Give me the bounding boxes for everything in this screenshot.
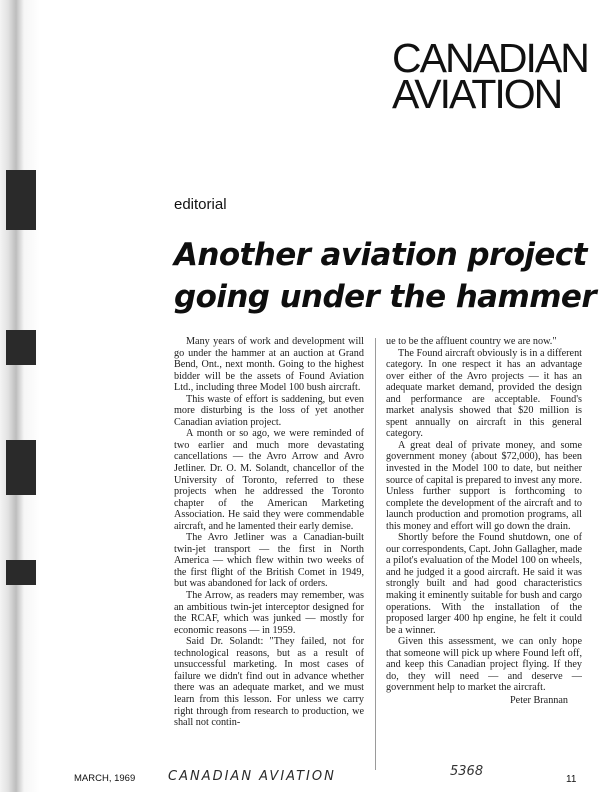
handwritten-number: 5368 <box>450 764 484 779</box>
masthead-line2: AVIATION <box>392 71 562 117</box>
binding-shadow <box>6 170 36 230</box>
article-headline <box>174 234 597 318</box>
article-column-right <box>386 336 582 707</box>
paragraph: The Arrow, as readers may remember, was an ambitious twin-jet interceptor designed for the RCAF, which was junked — mostly for economic reasons — in 1959. <box>174 590 364 636</box>
binding-shadow <box>6 440 36 495</box>
paragraph-continuation: ue to be the affluent country we are now." <box>386 336 557 347</box>
scanned-page-binding-edge <box>0 0 40 792</box>
paragraph: A great deal of private money, and some government money (about $72,000), has been invested in the Model 100 to date, but neither source of capital is prepared to invest any more. Unless further support is forthcoming to complete the development of the aircraft and to launch production and promotion programs, all this money and effort will go down the drain. <box>386 439 582 532</box>
masthead-line1: CANADIAN <box>392 35 588 81</box>
paragraph: The Found aircraft obviously is in a different category. In one respect it has an advantage over either of the Avro projects — it has an adequate market demand, provided the design and performance are acceptable. Found's market analysis showed that $20 million is spent annually on aircraft in this general category. <box>386 347 582 440</box>
paragraph: Said Dr. Solandt: "They failed, not for technological reasons, but as a result of unsuccessful marketing. In most cases of failure we didn't find out in advance whether there was an adequate market, and we must learn from this lesson. For unless we carry right through from research to production, we shall not contin- <box>174 636 364 729</box>
binding-shadow <box>6 560 36 585</box>
binding-shadow <box>6 330 36 365</box>
column-divider <box>375 338 376 770</box>
paragraph: Shortly before the Found shutdown, one of our correspondents, Capt. John Gallagher, made a pilot's evaluation of the Model 100 on wheels, and he judged it a good aircraft. He said it was strongly built and had good characteristics making it eminently suitable for bush and cargo operations. With the installation of the proposed larger 400 hp engine, he felt it could be a winner. <box>386 532 582 636</box>
article-column-left <box>174 336 364 729</box>
section-label: editorial <box>174 196 227 213</box>
issue-date: MARCH, 1969 <box>74 773 136 784</box>
handwritten-annotation: CANADIAN AVIATION <box>168 769 336 784</box>
paragraph: Many years of work and development will go under the hammer at an auction at Grand Bend, Ont., next month. Going to the highest bidder will be the assets of Found Aviation Ltd., including three Model 100 bush aircraft. <box>174 336 364 394</box>
paragraph: A month or so ago, we were reminded of two earlier and much more devastating cancellations — the Avro Arrow and Avro Jetliner. Dr. O. M. Solandt, chancellor of the University of Toronto, referred to these projects when he addressed the Toronto chapter of the American Marketing Association. He said they were commendable aircraft, and he lamented their early demise. <box>174 428 364 532</box>
paragraph: Given this assessment, we can only hope that someone will pick up where Found left off, and keep this Canadian project flying. If they do, they will need — and deserve — government help to market the aircraft. <box>386 636 582 694</box>
author-signature: Peter Brannan <box>510 694 568 706</box>
headline-line1: Another aviation project <box>174 237 587 273</box>
page-number: 11 <box>566 774 577 785</box>
magazine-masthead <box>392 35 588 117</box>
headline-line2: going under the hammer <box>174 279 597 315</box>
paragraph: The Avro Jetliner was a Canadian-built twin-jet transport — the first in North America — which flew within two weeks of the first flight of the British Comet in 1949, but was abandoned for lack of orders. <box>174 532 364 590</box>
paragraph: This waste of effort is saddening, but even more disturbing is the loss of yet another Canadian aviation project. <box>174 393 364 428</box>
